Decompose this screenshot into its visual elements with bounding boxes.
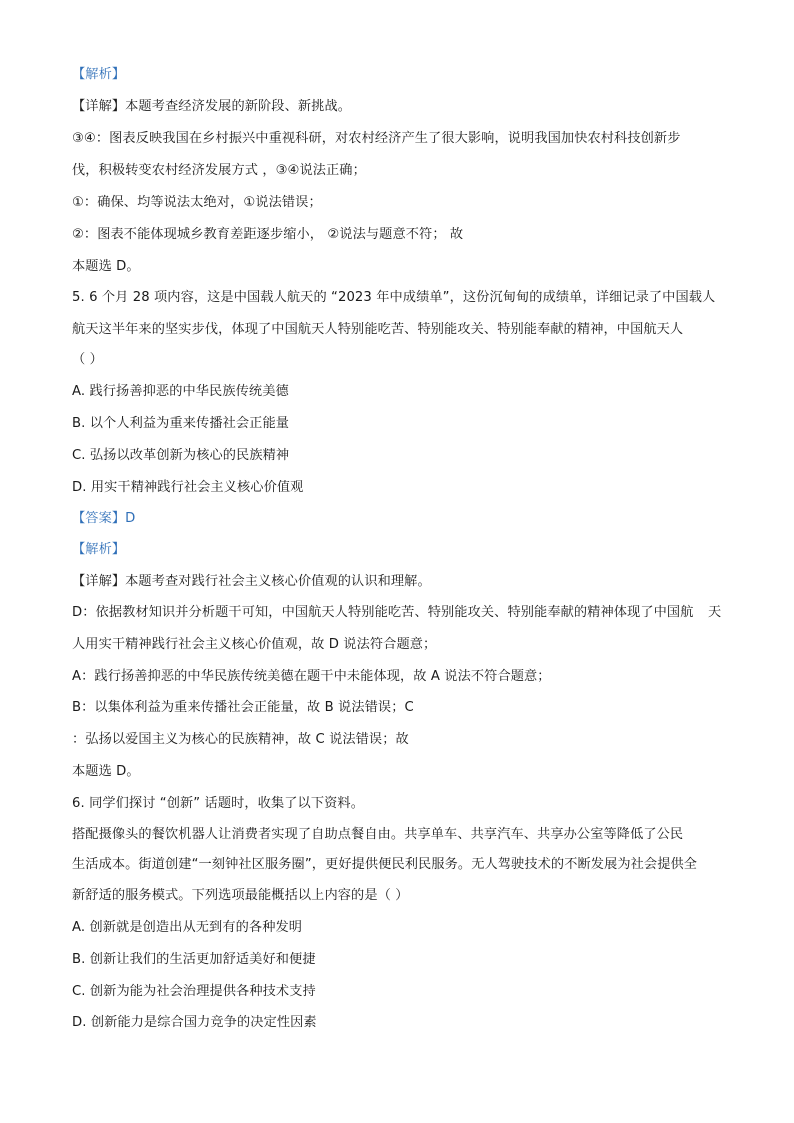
question-6-material: 新舒适的服务模式。下列选项最能概括以上内容的是（ ） — [72, 888, 409, 903]
text-line: ③④：图表反映我国在乡村振兴中重视科研，对农村经济产生了很大影响，说明我国加快农村科技创新步 — [72, 131, 681, 146]
section-heading-analysis: 【解析】 — [72, 542, 126, 557]
question-5-stem: 5. 6 个月 28 项内容，这是中国载人航天的 “2023 年中成绩单”，这份沉甸甸的成绩单，详细记录了中国载人 — [72, 290, 716, 305]
text-line: 人用实干精神践行社会主义核心价值观，故 D 说法符合题意； — [72, 637, 437, 652]
question-6-option-a: A. 创新就是创造出从无到有的各种发明 — [72, 920, 303, 935]
question-6-option-c: C. 创新为能为社会治理提供各种技术支持 — [72, 984, 316, 999]
text-line: ①：确保、均等说法太绝对，①说法错误； — [72, 195, 322, 210]
text-line: B：以集体利益为重来传播社会正能量，故 B 说法错误；C — [72, 700, 414, 715]
detail-line: 【详解】本题考查对践行社会主义核心价值观的认识和理解。 — [72, 574, 431, 589]
question-5-option-d: D. 用实干精神践行社会主义核心价值观 — [72, 480, 304, 495]
question-5-stem: 航天这半年来的坚实步伐，体现了中国航天人特别能吃苦、特别能攻关、特别能奉献的精神，中国航天人 — [72, 322, 684, 337]
section-heading-answer: 【答案】D — [72, 511, 136, 526]
text-line: A：践行扬善抑恶的中华民族传统美德在题干中未能体现，故 A 说法不符合题意； — [72, 669, 551, 684]
detail-line: 【详解】本题考查经济发展的新阶段、新挑战。 — [72, 99, 352, 114]
question-5-option-c: C. 弘扬以改革创新为核心的民族精神 — [72, 448, 290, 463]
text-line: ：弘扬以爱国主义为核心的民族精神，故 C 说法错误；故 — [72, 732, 409, 747]
question-6-option-b: B. 创新让我们的生活更加舒适美好和便捷 — [72, 952, 316, 967]
text-line: 本题选 D。 — [72, 764, 140, 779]
section-heading-analysis: 【解析】 — [72, 67, 126, 82]
text-line: 伐，积极转变农村经济发展方式 ，③④说法正确； — [72, 163, 366, 178]
text-line: D：依据教材知识并分析题干可知，中国航天人特别能吃苦、特别能攻关、特别能奉献的精神体现了中国航 — [72, 605, 694, 620]
text-line: ②：图表不能体现城乡教育差距逐步缩小， ②说法与题意不符； 故 — [72, 227, 464, 242]
question-5-blank: （ ） — [72, 352, 103, 367]
text-line: 本题选 D。 — [72, 259, 140, 274]
text-fragment: 天 — [708, 605, 722, 620]
question-5-option-a: A. 践行扬善抑恶的中华民族传统美德 — [72, 384, 289, 399]
question-5-option-b: B. 以个人利益为重来传播社会正能量 — [72, 416, 290, 431]
question-6-option-d: D. 创新能力是综合国力竞争的决定性因素 — [72, 1015, 317, 1030]
question-6-material: 生活成本。街道创建“一刻钟社区服务圈”，更好提供便民利民服务。无人驾驶技术的不断发展为社会提供全 — [72, 857, 698, 872]
question-6-stem: 6. 同学们探讨 “创新” 话题时，收集了以下资料。 — [72, 796, 364, 811]
question-6-material: 搭配摄像头的餐饮机器人让消费者实现了自助点餐自由。共享单车、共享汽车、共享办公室等降低了公民 — [72, 827, 684, 842]
